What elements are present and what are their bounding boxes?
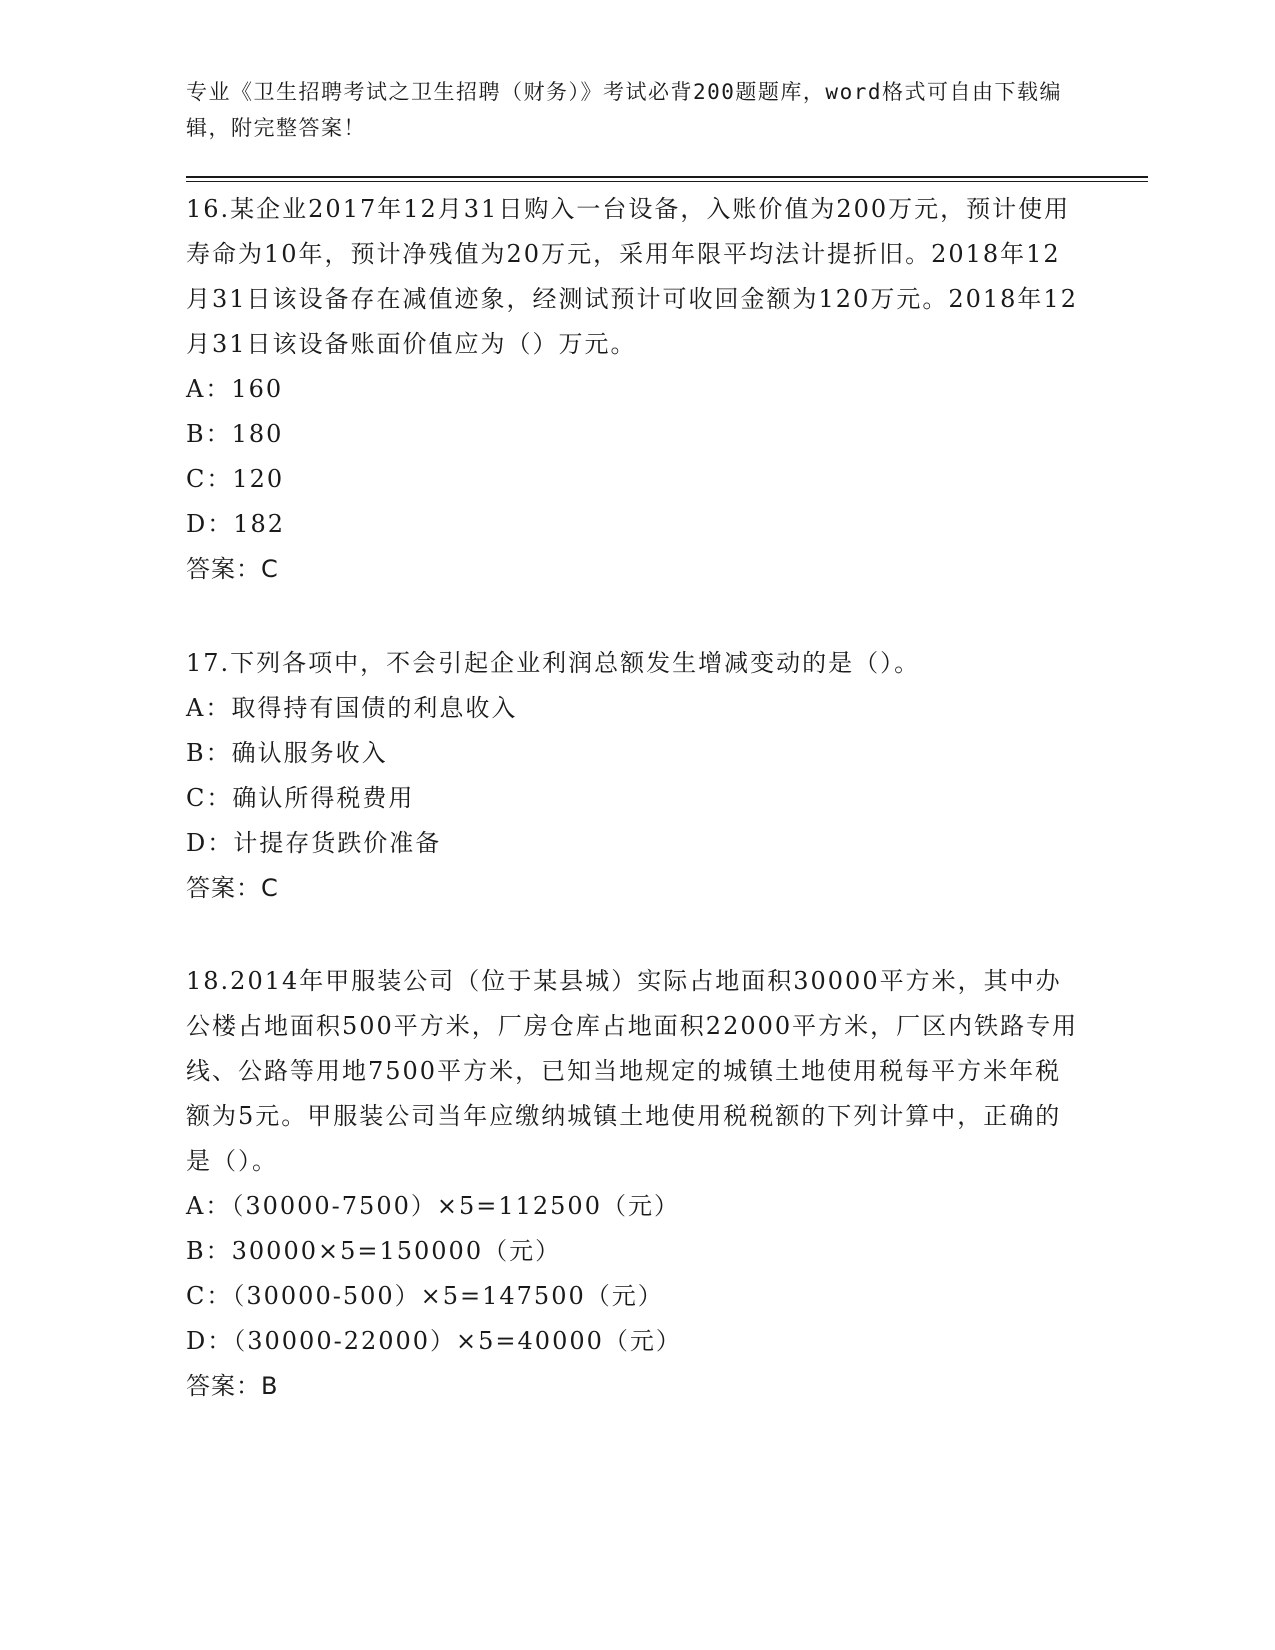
- answer: 答案：C: [186, 555, 279, 583]
- option-c: C：确认所得税费用: [186, 784, 415, 812]
- option-c: C：120: [186, 465, 285, 493]
- header-divider-thin: [186, 181, 1148, 182]
- question-17: [186, 641, 1086, 911]
- question-18: [186, 959, 1086, 1409]
- option-a: A：（30000-7500）×5=112500（元）: [186, 1192, 680, 1220]
- option-b: B：180: [186, 420, 284, 448]
- option-b: B：确认服务收入: [186, 739, 388, 767]
- document-header: 专业《卫生招聘考试之卫生招聘（财务）》考试必背200题题库，word格式可自由下载编辑，附完整答案！: [186, 80, 1062, 140]
- option-a: A：160: [186, 375, 284, 403]
- answer: 答案：C: [186, 874, 279, 902]
- question-stem: 17.下列各项中，不会引起企业利润总额发生增减变动的是（）。: [186, 649, 921, 677]
- option-b: B：30000×5=150000（元）: [186, 1237, 562, 1265]
- answer: 答案：B: [186, 1372, 279, 1400]
- option-d: D：计提存货跌价准备: [186, 829, 442, 857]
- option-d: D：（30000-22000）×5=40000（元）: [186, 1327, 682, 1355]
- question-stem: 16.某企业2017年12月31日购入一台设备，入账价值为200万元，预计使用寿命为10年，预计净残值为20万元，采用年限平均法计提折旧。2018年12月31日该设备存在减值迹象，经测试预计可收回金额为120万元。2018年12月31日该设备账面价值应为（）万元。: [186, 195, 1078, 358]
- option-d: D：182: [186, 510, 286, 538]
- option-c: C：（30000-500）×5=147500（元）: [186, 1282, 664, 1310]
- question-16: [186, 187, 1086, 592]
- option-a: A：取得持有国债的利息收入: [186, 694, 518, 722]
- header-divider-thick: [186, 176, 1148, 178]
- question-stem: 18.2014年甲服装公司（位于某县城）实际占地面积30000平方米，其中办公楼占地面积500平方米，厂房仓库占地面积22000平方米，厂区内铁路专用线、公路等用地7500平方米，已知当地规定的城镇土地使用税每平方米年税额为5元。甲服装公司当年应缴纳城镇土地使用税税额的下列计算中，正确的是（）。: [186, 967, 1079, 1175]
